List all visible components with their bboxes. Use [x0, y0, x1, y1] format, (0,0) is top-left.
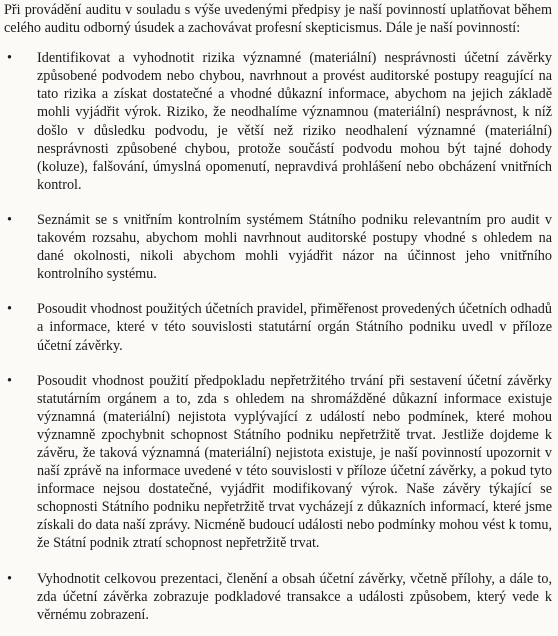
list-item	[4, 49, 552, 194]
list-item	[4, 372, 552, 553]
list-item-text: Posoudit vhodnost použití předpokladu nepřetržitého trvání při sestavení účetní závěrky statutárním orgánem a to, zda s ohledem na shromážděné důkazní informace existuje významná (materiální) nejistota vyplývající z událostí nebo podmínek, které mohou významně zpochybnit schopnost Státního podniku nepřetržitě trvat. Jestliže dojdeme k závěru, že taková významná (materiální) nejistota existuje, je naší povinností upozornit v naší zprávě na informace uvedené v této souvislosti v příloze účetní závěrky, a pokud tyto informace nejsou dostatečné, vyjádřit modifikovaný výrok. Naše závěry týkající se schopnosti Státního podniku nepřetržitě trvat vycházejí z důkazních informací, které jsme získali do data naší zprávy. Nicméně budoucí události nebo podmínky mohou vést k tomu, že Státní podnik ztratí schopnost nepřetržitě trvat.	[37, 372, 552, 552]
responsibilities-list	[4, 49, 552, 624]
list-item-text: Posoudit vhodnost použitých účetních pravidel, přiměřenost provedených účetních odhadů a informace, které v této souvislosti statutární orgán Státního podniku uvedl v příloze účetní závěrky.	[37, 301, 552, 354]
list-item-text: Seznámit se s vnitřním kontrolním systémem Státního podniku relevantním pro audit v takovém rozsahu, abychom mohli navrhnout auditorské postupy vhodné s ohledem na dané okolnosti, nikoli abychom mohli vyjádřit názor na účinnost jeho vnitřního kontrolního systému.	[37, 211, 552, 283]
list-item	[4, 300, 552, 354]
bullet-icon: •	[7, 301, 12, 318]
list-item-text: Vyhodnotit celkovou prezentaci, členění a obsah účetní závěrky, včetně přílohy, a dále to, zda účetní závěrka zobrazuje podkladové transakce a události způsobem, který vede k věrnému zobrazení.	[37, 570, 552, 623]
bullet-icon: •	[7, 372, 12, 389]
bullet-icon: •	[7, 50, 12, 67]
list-item	[4, 211, 552, 283]
bullet-icon: •	[7, 211, 12, 228]
list-item-text: Identifikovat a vyhodnotit rizika významné (materiální) nesprávnosti účetní závěrky způsobené podvodem nebo chybou, navrhnout a provést auditorské postupy reagující na tato rizika a získat dostatečné a vhodné důkazní informace, abychom na jejich základě mohli vyjádřit výrok. Riziko, že neodhalíme významnou (materiální) nesprávnost, k níž došlo v důsledku podvodu, je větší než riziko neodhalení významné (materiální) nesprávnosti způsobené chybou, protože součástí podvodu mohou být tajné dohody (koluze), falšování, úmyslná opomenutí, nepravdivá prohlášení nebo obcházení vnitřních kontrol.	[37, 50, 552, 193]
list-item	[4, 570, 552, 624]
intro-paragraph: Při provádění auditu v souladu s výše uvedenými předpisy je naší povinností uplatňovat během celého auditu odborný úsudek a zachovávat profesní skepticismus. Dále je naší povinností:	[4, 2, 552, 37]
bullet-icon: •	[7, 570, 12, 587]
